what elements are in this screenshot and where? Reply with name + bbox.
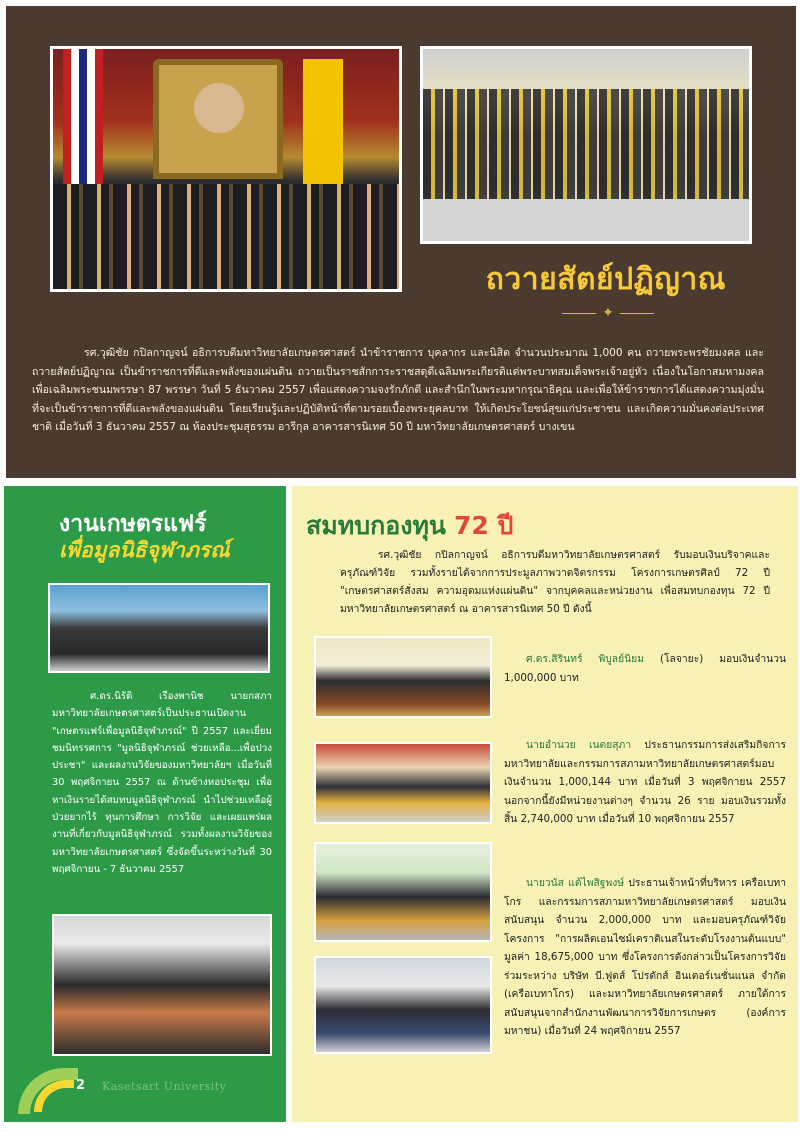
fund-title: สมทบกองทุน 72 ปี [306,511,514,540]
page-number: 2 [76,1078,86,1093]
oath-ceremony-photo [50,46,402,292]
fund-intro-paragraph: รศ.วุฒิชัย กปิลกาญจน์ อธิการบดีมหาวิทยาลัยเกษตรศาสตร์ รับมอบเงินบริจาคและครุภัณฑ์วิจัย รวมทั้งรายได้จากการประมูลภาพวาดจิตรกรรม โครงการเกษตรศิลป์ 72 ปี "เกษตรศาสตร์สั่งสม ความอุดมแห่งแผ่นดิน" จากบุคคลและหน่วยงาน เพื่อสมทบกองทุน 72 ปี มหาวิทยาลัยเกษตรศาสตร์ ณ อาคารสารนิเทศ 50 ปี ดังนี้ [340,549,770,615]
fair-opening-photo [48,583,270,673]
donation-item: นายวนัส แต้ไพสิฐพงษ์ ประธานเจ้าหน้าที่บริหาร เครือเบทาโกร และกรรมการสภามหาวิทยาลัยเกษตรศาสตร์ มอบเงินสนับสนุน จำนวน 2,000,000 บาท และมอบครุภัณฑ์วิจัยโครงการ "การผลิตเอนไซม์เคราติเนสในระดับโรงงานต้นแบบ" มูลค่า 18,675,000 บาท ซึ่งโครงการดังกล่าวเป็นโครงการวิจัยร่วมระหว่าง บริษัท บี.ฟูดส์ โปรดักส์ อินเตอร์เนชั่นแนล จำกัด (เครือเบทาโกร) และมหาวิทยาลัยเกษตรศาสตร์ ภายใต้การสนับสนุนจากสำนักงานพัฒนาการวิจัยการเกษตร (องค์การมหาชน) เมื่อวันที่ 24 พฤศจิกายน 2557 [504,877,786,1037]
publication-name: Kasetsart University [102,1080,227,1093]
fair-title-line1: งานเกษตรแฟร์ [59,511,207,537]
fair-title-line2: เพื่อมูลนิธิจุฬาภรณ์ [59,538,230,562]
donor-name: นายวนัส แต้ไพสิฐพงษ์ [526,877,625,889]
donation-item: นายอำนวย เนตยสุภา ประธานกรรมการส่งเสริมกิจการมหาวิทยาลัยและกรรมการสภามหาวิทยาลัยเกษตรศาสตร์มอบเงินจำนวน 1,000,144 บาท เมื่อวันที่ 3 พฤศจิกายน 2557 นอกจากนี้ยังมีหน่วยงานต่างๆ จำนวน 26 ราย มอบเงินรวมทั้งสิ้น 2,740,000 บาท เมื่อวันที่ 10 พฤศจิกายน 2557 [504,739,786,825]
donation-item: ศ.ดร.สิรินทร์ พิบูลย์นิยม (โลจายะ) มอบเงินจำนวน 1,000,000 บาท [504,653,786,684]
right-column [292,486,798,1122]
top-section [6,6,796,478]
oath-paragraph: รศ.วุฒิชัย กปิลกาญจน์ อธิการบดีมหาวิทยาลัยเกษตรศาสตร์ นำข้าราชการ บุคลากร และนิสิต จำนวนประมาณ 1,000 คน ถวายพระพรชัยมงคล และถวายสัตย์ปฏิญาณ เป็นข้าราชการที่ดีและพลังของแผ่นดิน ถวายเป็นราชสักการะราชสดุดีเฉลิมพระเกียรติแด่พระบาทสมเด็จพระเจ้าอยู่หัว เนื่องในโอกาสมหามงคล เพื่อเฉลิมพระชนมพรรษา 87 พรรษา วันที่ 5 ธันวาคม 2557 เพื่อแสดงความจงรักภักดี และสำนึกในพระมหากรุณาธิคุณ และเพื่อให้ข้าราชการได้แสดงความมุ่งมั่นที่จะเป็นข้าราชการที่ดีและพลังของแผ่นดิน โดยเรียนรู้และปฏิบัติหน้าที่ตามรอยเบื้องพระยุคลบาท ให้เกิดประโยชน์สุขแก่ประชาชน และเกิดความมั่นคงต่อประเทศชาติ เมื่อวันที่ 3 ธันวาคม 2557 ณ ห้องประชุมสุธรรม อารีกุล อาคารสารนิเทศ 50 ปี มหาวิทยาลัยเกษตรศาสตร์ บางเขน [32,347,764,434]
donor-name: ศ.ดร.สิรินทร์ พิบูลย์นิยม [526,653,644,665]
donation-photo-3 [314,842,492,942]
fund-title-number: 72 ปี [454,511,514,540]
ornament-divider: ✦ [562,306,654,320]
section-title-oath: ถวายสัตย์ปฏิญาณ [485,262,726,297]
donor-name: นายอำนวย เนตยสุภา [526,739,632,751]
fair-visit-photo [52,914,272,1056]
audience-photo [420,46,752,244]
donation-photo-1 [314,636,492,718]
left-column [4,486,286,1122]
donation-photo-2 [314,742,492,824]
donation-photo-4 [314,956,492,1054]
fair-paragraph: ศ.ดร.นิรัติ เรืองพานิช นายกสภามหาวิทยาลัยเกษตรศาสตร์เป็นประธานเปิดงาน "เกษตรแฟร์เพื่อมูลนิธิจุฬาภรณ์" ปี 2557 และเยี่ยมชมนิทรรศการ "มูลนิธิจุฬาภรณ์ ช่วยเหลือ...เพื่อปวงประชา" และผลงานวิจัยของมหาวิทยาลัยฯ เมื่อวันที่ 30 พฤศจิกายน 2557 ณ ด้านข้างหอประชุม เพื่อหาเงินรายได้สมทบมูลนิธิจุฬาภรณ์ นำไปช่วยเหลือผู้ป่วยยากไร้ ทุนการศึกษา การวิจัย และเผยแพร่ผลงานที่เกี่ยวกับมูลนิธิจุฬาภรณ์ รวมทั้งผลงานวิจัยของมหาวิทยาลัยเกษตรศาสตร์ ซึ่งจัดขึ้นระหว่างวันที่ 30 พฤศจิกายน - 7 ธันวาคม 2557 [52,691,272,875]
page-footer [4,1062,286,1122]
